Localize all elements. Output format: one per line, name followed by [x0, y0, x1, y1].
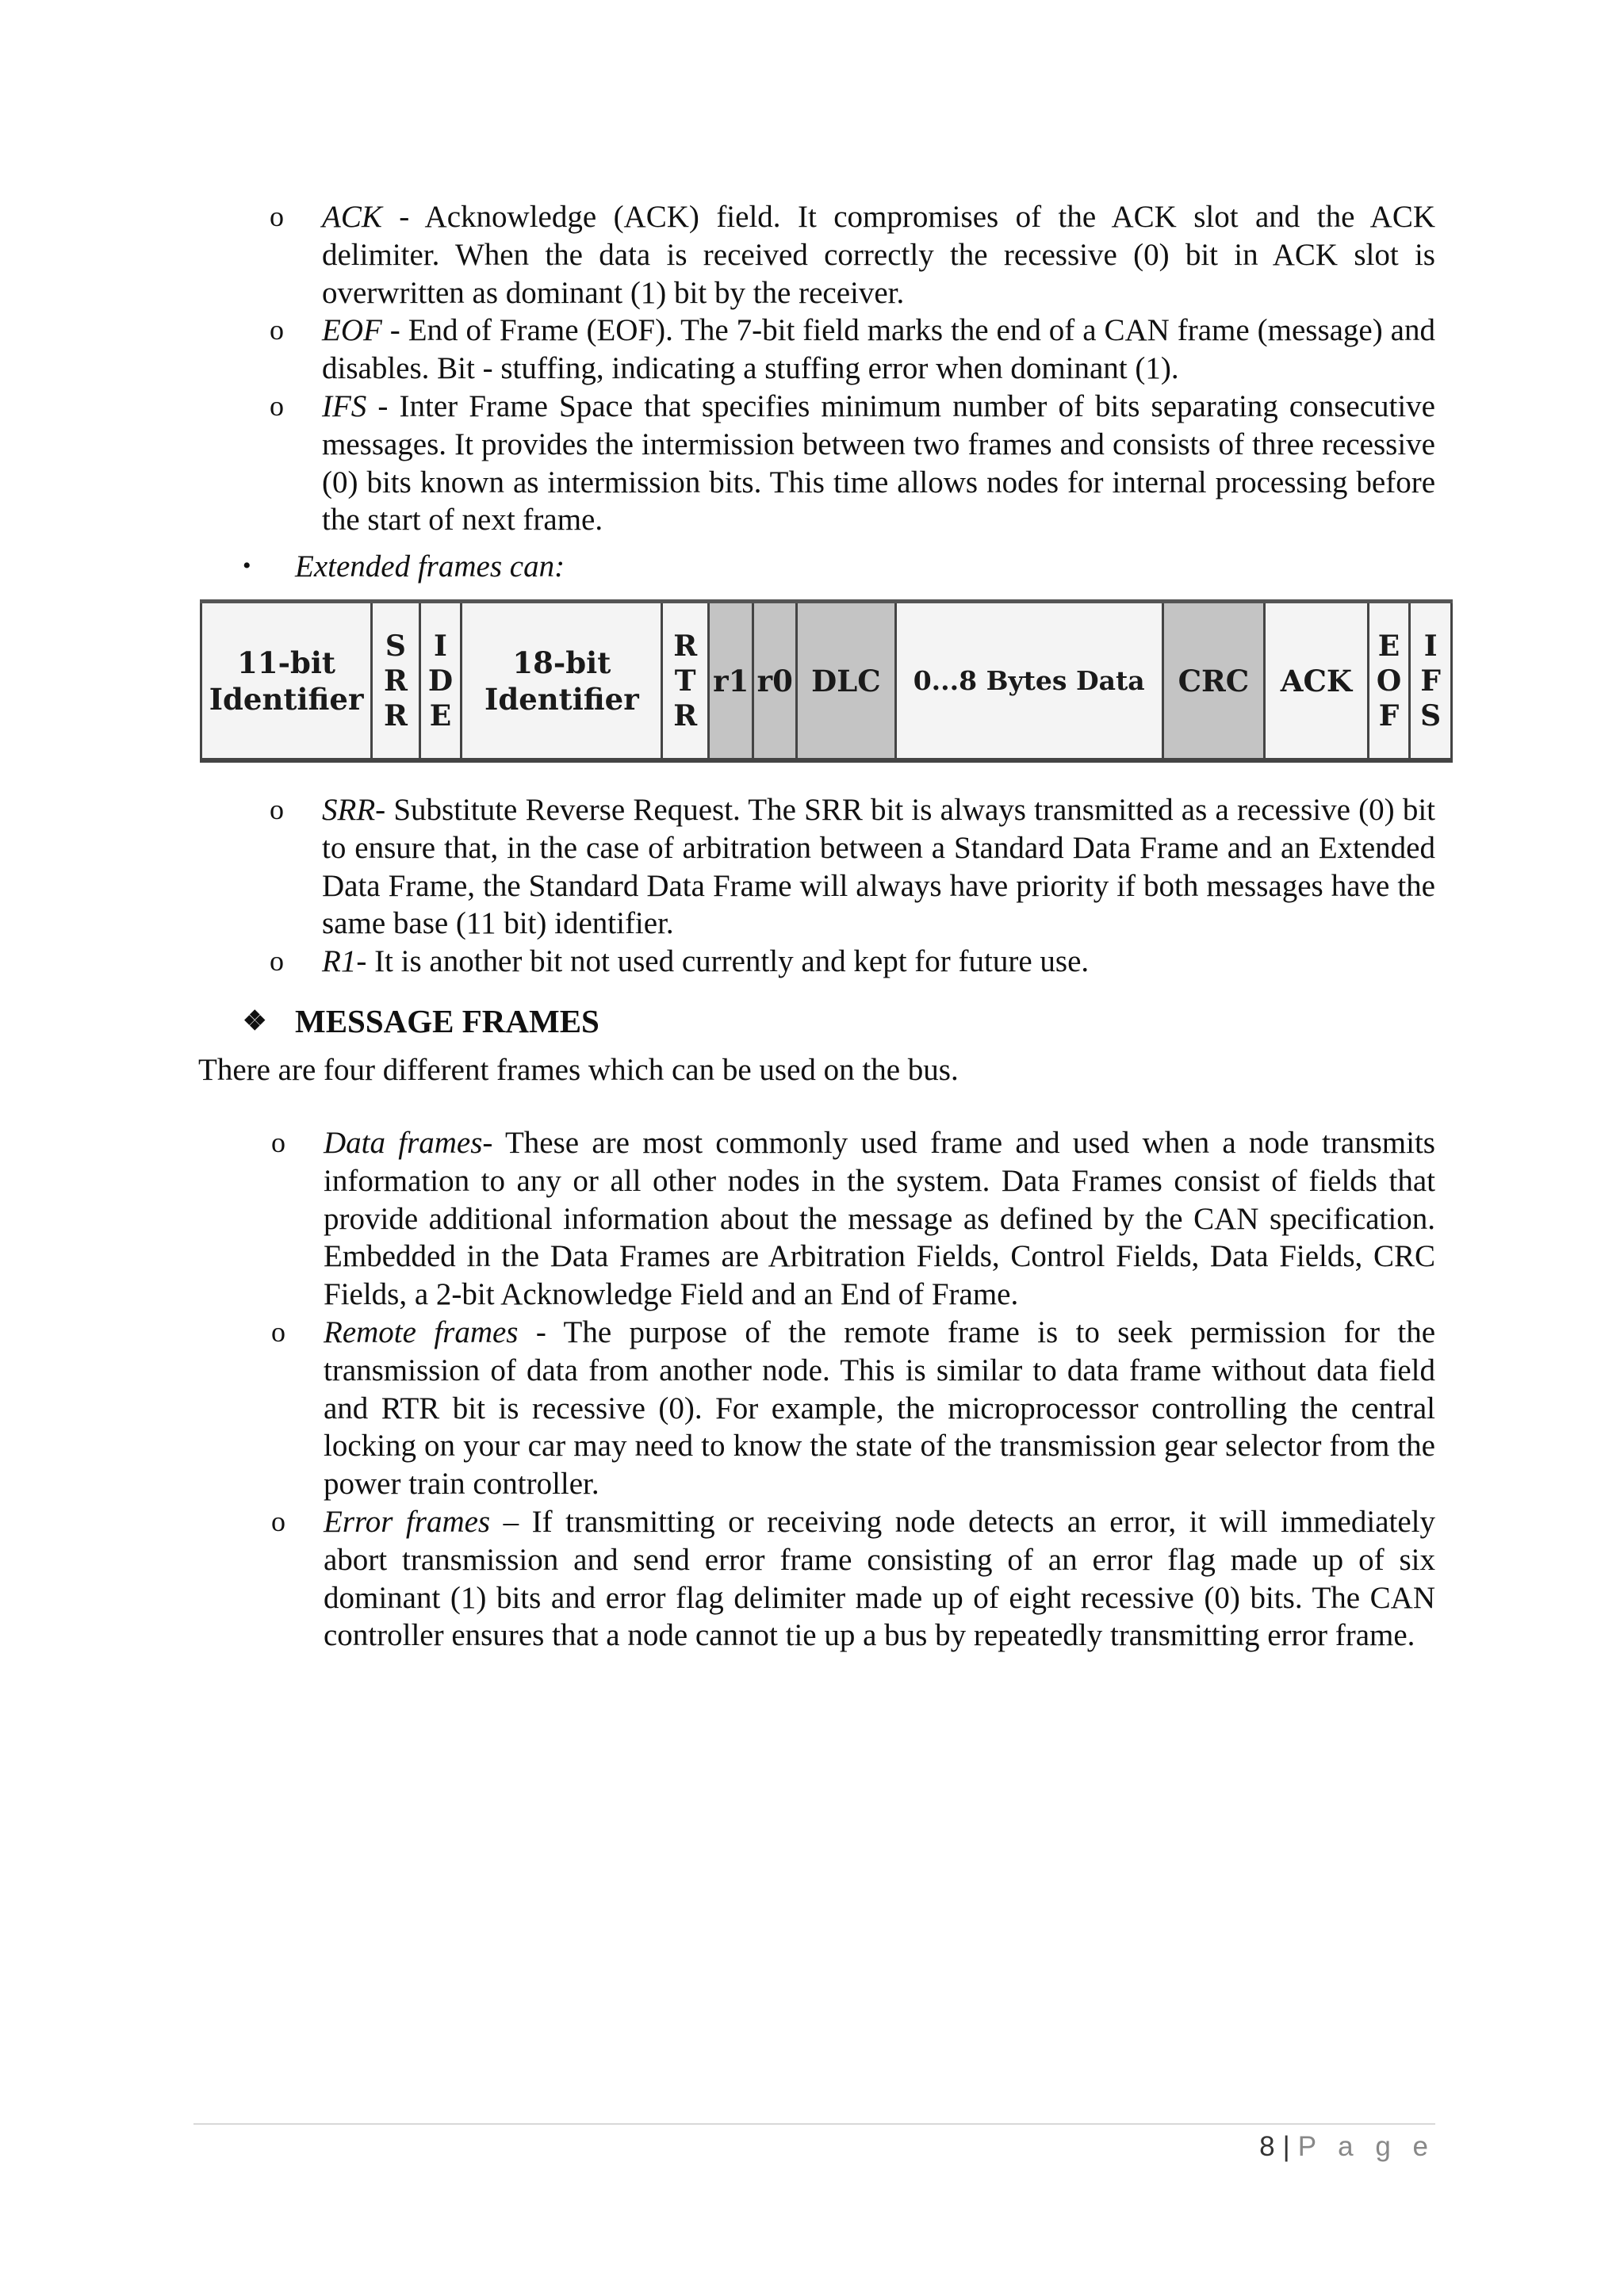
field-letter: R	[673, 629, 698, 663]
field-label: CRC	[1178, 663, 1250, 698]
definition: - The purpose of the remote frame is to seek permission for the transmission of data from another node. This is similar to data frame without data field and RTR bit is recessive (0). For example, the microprocessor controlling the central locking on your car may need to know the state of the transmission gear selector from the power train controller.	[324, 1314, 1436, 1502]
definition: – If transmitting or receiving node detects an error, it will immediately abort transmission and send error frame consisting of an error flag made up of six dominant (1) bits and error flag delimiter made up of eight recessive (0) bits. The CAN controller ensures that a node cannot tie up a bus by repeatedly transmitting error frame.	[324, 1504, 1435, 1653]
term: ACK	[322, 200, 382, 234]
list-item	[270, 198, 1435, 312]
page-footer	[1259, 2131, 1435, 2163]
term: Error frames	[324, 1504, 491, 1539]
field-label: 11-bit	[237, 645, 336, 680]
field-label: 18-bit	[512, 645, 611, 680]
term: Data frames	[324, 1126, 483, 1160]
circle-bullet-icon: o	[270, 389, 284, 422]
dot-bullet-icon: •	[243, 553, 251, 579]
field-eof	[1369, 603, 1411, 758]
field-ack	[1266, 603, 1369, 758]
list-item	[270, 943, 1435, 981]
definition: - End of Frame (EOF). The 7-bit field marks the end of a CAN frame (message) and disables. Bit - stuffing, indicating a stuffing error when dominant (1).	[322, 313, 1435, 386]
circle-bullet-icon: o	[271, 1315, 285, 1348]
field-letter: E	[1377, 629, 1400, 663]
field-crc	[1164, 603, 1266, 758]
field-11bit-identifier	[200, 603, 373, 758]
definition: - These are most commonly used frame and used when a node transmits information to any or all other nodes in the system. Data Frames consist of fields that provide additional information about the message as defined by the CAN specification. Embedded in the Data Frames are Arbitration Fields, Control Fields, Data Fields, CRC Fields, a 2-bit Acknowledge Field and an End of Frame.	[324, 1126, 1435, 1312]
field-18bit-identifier	[462, 603, 663, 758]
section-heading	[243, 1002, 599, 1040]
field-letter: F	[1378, 698, 1400, 733]
field-label: r1	[713, 663, 749, 698]
field-letter: T	[674, 664, 696, 698]
footer-divider	[193, 2123, 1435, 2125]
circle-bullet-icon: o	[270, 794, 284, 825]
circle-bullet-icon: o	[271, 1127, 285, 1158]
circle-bullet-icon: o	[271, 1505, 285, 1537]
definition: - Substitute Reverse Request. The SRR bit is always transmitted as a recessive (0) bit to ensure that, in the case of arbitration between a Standard Data Frame and an Extended Data Frame, the Standard Data Frame will always have priority if both messages have the same base (11 bit) identifier.	[322, 793, 1435, 941]
term: Remote frames	[324, 1314, 519, 1349]
list-item	[270, 791, 1435, 943]
field-data	[897, 603, 1164, 758]
field-label: ACK	[1280, 663, 1353, 698]
heading-text: MESSAGE FRAMES	[295, 1003, 599, 1039]
field-label: Identifier	[485, 681, 639, 717]
intro-paragraph: There are four different frames which can be used on the bus.	[198, 1053, 959, 1087]
field-ide	[421, 603, 463, 758]
field-letter: S	[1420, 698, 1442, 733]
circle-bullet-icon: o	[270, 945, 284, 978]
field-letter: F	[1420, 664, 1441, 698]
list-item	[271, 1314, 1435, 1503]
field-label: Identifier	[209, 681, 364, 717]
extended-frames-label: Extended frames can:	[295, 549, 565, 584]
field-letter: I	[1423, 629, 1438, 663]
page-label: P a g e	[1297, 2131, 1435, 2162]
field-r0	[754, 603, 798, 758]
field-letter: R	[673, 698, 698, 733]
term: IFS	[322, 388, 367, 423]
list-item	[271, 1124, 1435, 1314]
list-item	[270, 312, 1435, 388]
diamond-bullet-icon: ❖	[243, 1007, 267, 1036]
footer-separator: |	[1282, 2131, 1290, 2162]
field-r1	[710, 603, 755, 758]
field-label: 0...8 Bytes Data	[913, 664, 1145, 696]
list-item	[270, 388, 1435, 539]
field-letter: R	[383, 664, 408, 698]
field-letter: O	[1376, 664, 1402, 698]
field-label: DLC	[811, 663, 881, 698]
frame-types-list	[271, 1124, 1435, 1655]
field-dlc	[798, 603, 897, 758]
extended-bits-list	[270, 791, 1435, 981]
field-letter: D	[427, 664, 454, 698]
field-letter: E	[429, 698, 452, 733]
circle-bullet-icon: o	[270, 201, 284, 232]
extended-frame-diagram	[200, 599, 1453, 763]
field-letter: I	[434, 629, 447, 663]
term: R1	[322, 944, 357, 979]
field-letter: S	[385, 629, 406, 663]
circle-bullet-icon: o	[270, 314, 284, 346]
list-item	[271, 1503, 1435, 1655]
field-rtr	[663, 603, 709, 758]
field-srr	[373, 603, 420, 758]
term: EOF	[322, 313, 382, 348]
field-label: r0	[756, 663, 793, 698]
term: SRR	[322, 793, 376, 827]
definition: - Inter Frame Space that specifies minimum number of bits separating consecutive messages. It provides the intermission between two frames and consists of three recessive (0) bits known as intermission bits. This time allows nodes for internal processing before the start of next frame.	[322, 388, 1435, 538]
definition: - It is another bit not used currently and kept for future use.	[356, 944, 1090, 979]
field-definitions-list	[270, 198, 1435, 539]
extended-frames-item	[243, 547, 565, 586]
field-ifs	[1411, 603, 1453, 758]
field-letter: R	[383, 698, 408, 733]
page-number: 8	[1259, 2131, 1275, 2162]
definition: - Acknowledge (ACK) field. It compromises of the ACK slot and the ACK delimiter. When the data is received correctly the recessive (0) bit in ACK slot is overwritten as dominant (1) bit by the receiver.	[322, 200, 1435, 310]
